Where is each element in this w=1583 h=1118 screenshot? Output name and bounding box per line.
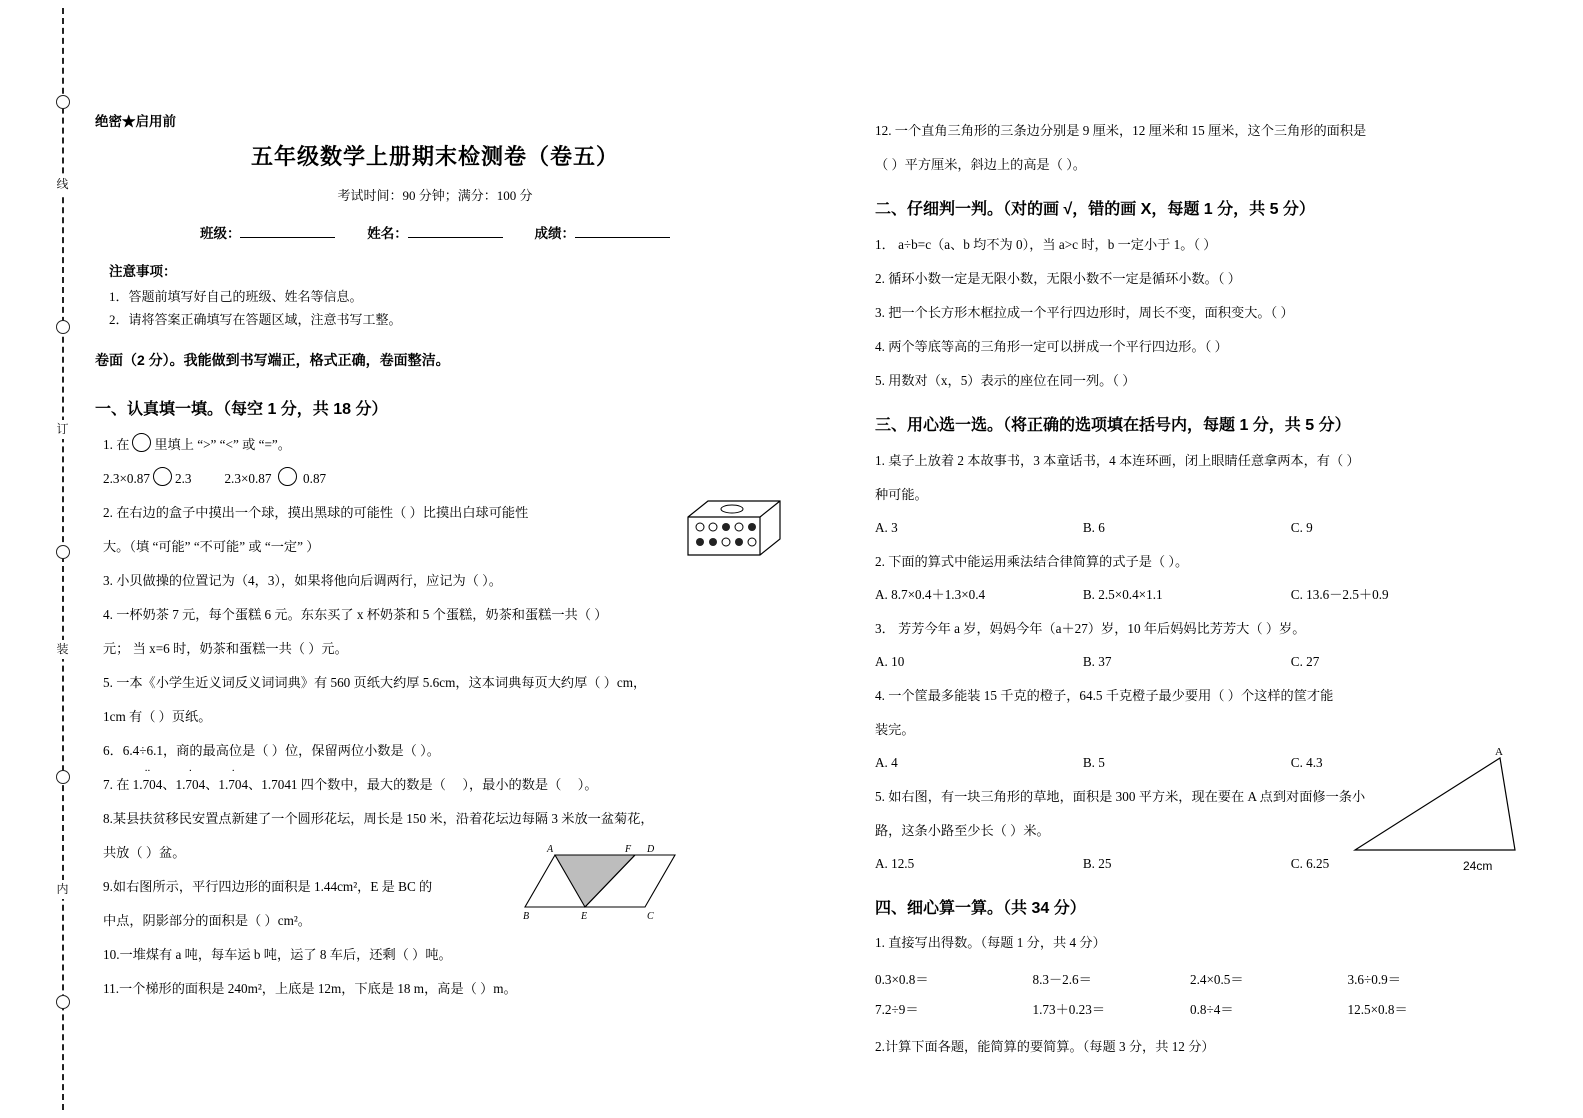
svg-text:A: A — [547, 844, 554, 855]
student-fields — [95, 222, 775, 242]
option-a[interactable]: A. 4 — [875, 755, 898, 770]
dashed-fold-line — [62, 8, 64, 1110]
section-4-sub1: 1. 直接写出得数。（每题 1 分，共 4 分） — [875, 935, 1106, 950]
triangle-grass-figure — [1335, 746, 1525, 880]
field-class: 班级： — [200, 222, 336, 242]
question-1-1-expr: 2.3×0.87 2.3 2.3×0.87 0.87 — [103, 465, 775, 492]
option-a[interactable]: A. 10 — [875, 654, 905, 669]
fold-circle-3 — [56, 545, 70, 559]
field-name: 姓名： — [367, 222, 503, 242]
question-1-12-cont: （ ）平方厘米，斜边上的高是（ ）。 — [875, 157, 1086, 172]
question-3-4: 4. 一个筐最多能装 15 千克的橙子，64.5 千克橙子最少要用（ ）个这样的筐才能 — [875, 688, 1334, 703]
question-2-1: 1． a÷b=c（a、b 均不为 0），当 a>c 时，b 一定小于 1。（ ） — [875, 237, 1217, 252]
question-1-5-cont: 1cm 有（ ）页纸。 — [103, 709, 212, 724]
options-3-2 — [875, 582, 1505, 608]
option-b[interactable]: B. 5 — [1082, 755, 1105, 770]
notice-item: 1．答题前填写好自己的班级、姓名等信息。 — [109, 289, 363, 304]
question-1-10: 10.一堆煤有 a 吨，每车运 b 吨，运了 8 车后，还剩（ ）吨。 — [103, 947, 452, 962]
field-score-blank[interactable] — [575, 223, 670, 238]
svg-text:E: E — [581, 911, 588, 922]
fold-circle-5 — [56, 995, 70, 1009]
question-3-5: 5. 如右图，有一块三角形的草地，面积是 300 平方米，现在要在 A 点到对面修一条小 — [875, 789, 1366, 804]
svg-text:A: A — [1495, 746, 1503, 758]
section-1-heading: 一、认真填一填。（每空 1 分，共 18 分） — [95, 401, 388, 418]
question-1-5: 5. 一本《小学生近义词反义词词典》有 560 页纸大约厚 5.6cm，这本词典每页大约厚（ ）cm， — [103, 675, 647, 690]
question-1-9: 9.如右图所示，平行四边形的面积是 1.44cm²，E 是 BC 的 — [103, 879, 433, 894]
svg-text:C: C — [647, 911, 654, 922]
oral-calc-grid — [875, 965, 1505, 1025]
question-2-4: 4. 两个等底等高的三角形一定可以拼成一个平行四边形。（ ） — [875, 339, 1228, 354]
calc-item: 8.3－2.6＝ — [1032, 972, 1092, 987]
question-1-1: 1. 在 里填上 “>” “<” 或 “=”。 — [103, 431, 775, 458]
question-3-3: 3． 芳芳今年 a 岁，妈妈今年（a＋27）岁，10 年后妈妈比芳芳大（ ）岁。 — [875, 621, 1306, 636]
question-1-12: 12. 一个直角三角形的三条边分别是 9 厘米，12 厘米和 15 厘米，这个三角形的面积是 — [875, 123, 1367, 138]
repeating-decimal-2: . 1.704 — [175, 762, 206, 792]
svg-text:F: F — [625, 844, 632, 855]
svg-text:24cm: 24cm — [1463, 859, 1493, 873]
left-column — [95, 110, 775, 1009]
question-1-6: 6．6.4÷6.1，商的最高位是（ ）位，保留两位小数是（ ）。 — [103, 743, 440, 758]
calc-item: 7.2÷9＝ — [875, 1002, 919, 1017]
circle-blank-icon[interactable] — [132, 433, 151, 452]
binding-label-ding: 订 — [50, 420, 76, 439]
question-3-5-cont: 路，这条小路至少长（ ）米。 — [875, 823, 1050, 838]
section-4-heading: 四、细心算一算。（共 34 分） — [875, 900, 1086, 917]
option-c[interactable]: C. 4.3 — [1290, 755, 1323, 770]
question-3-1-cont: 种可能。 — [875, 487, 928, 502]
question-1-7: 7. 在 .. 1.704、 . 1.704、 . 1.704、1.7041 四个数中，最大的数是（ ），最小的数是（ ）。 — [103, 771, 775, 798]
question-3-4-cont: 装完。 — [875, 722, 915, 737]
page-title: 五年级数学上册期末检测卷（卷五） — [250, 144, 619, 169]
calc-item: 2.4×0.5＝ — [1190, 972, 1244, 987]
option-c[interactable]: C. 9 — [1290, 520, 1313, 535]
option-a[interactable]: A. 8.7×0.4＋1.3×0.4 — [875, 587, 986, 602]
svg-text:D: D — [647, 844, 655, 855]
fold-circle-2 — [56, 320, 70, 334]
question-1-8-cont: 共放（ ）盆。 — [103, 845, 186, 860]
question-2-5: 5. 用数对（x，5）表示的座位在同一列。（ ） — [875, 373, 1136, 388]
repeating-decimal-1: .. 1.704 — [132, 762, 163, 792]
question-1-9-cont: 中点，阴影部分的面积是（ ）cm²。 — [103, 913, 311, 928]
question-3-1: 1. 桌子上放着 2 本故事书，3 本童话书，4 本连环画，闭上眼睛任意拿两本，有（ ） — [875, 453, 1360, 468]
question-1-4-cont: 元； 当 x=6 时，奶茶和蛋糕一共（ ）元。 — [103, 641, 348, 656]
question-1-2-cont: 大。（填 “可能” “不可能” 或 “一定” ） — [103, 539, 320, 554]
right-column — [875, 110, 1505, 1069]
option-c[interactable]: C. 27 — [1290, 654, 1320, 669]
calc-item: 0.3×0.8＝ — [875, 972, 929, 987]
ball-box-figure — [680, 495, 785, 565]
svg-text:B: B — [523, 911, 530, 922]
calc-item: 3.6÷0.9＝ — [1347, 972, 1401, 987]
parallelogram-figure — [525, 845, 715, 925]
question-2-3: 3. 把一个长方形木框拉成一个平行四边形时，周长不变，面积变大。（ ） — [875, 305, 1294, 320]
binding-label-nei: 内 — [50, 880, 76, 899]
section-4-sub2: 2.计算下面各题，能简算的要简算。（每题 3 分，共 12 分） — [875, 1039, 1215, 1054]
circle-blank-icon[interactable] — [153, 467, 172, 486]
notice-item: 2．请将答案正确填写在答题区域，注意书写工整。 — [109, 312, 402, 327]
exam-info: 考试时间：90 分钟；满分：100 分 — [337, 188, 533, 203]
binding-margin — [48, 0, 78, 1118]
option-a[interactable]: A. 12.5 — [875, 856, 915, 871]
question-1-3: 3. 小贝做操的位置记为（4，3），如果将他向后调两行，应记为（ ）。 — [103, 573, 502, 588]
fold-circle-4 — [56, 770, 70, 784]
calc-item: 1.73＋0.23＝ — [1032, 1002, 1106, 1017]
secret-notice: 绝密★启用前 — [95, 114, 176, 129]
option-b[interactable]: B. 2.5×0.4×1.1 — [1082, 587, 1163, 602]
section-3-heading: 三、用心选一选。（将正确的选项填在括号内，每题 1 分，共 5 分） — [875, 417, 1351, 434]
notice-title: 注意事项： — [109, 264, 177, 279]
options-3-1 — [875, 515, 1505, 541]
question-1-4: 4. 一杯奶茶 7 元，每个蛋糕 6 元。东东买了 x 杯奶茶和 5 个蛋糕，奶茶和蛋糕一共（ ） — [103, 607, 608, 622]
cover-score-line: 卷面（2 分）。我能做到书写端正，格式正确，卷面整洁。 — [95, 352, 450, 368]
field-name-blank[interactable] — [408, 223, 503, 238]
section-2-heading: 二、仔细判一判。（对的画 √，错的画 X，每题 1 分，共 5 分） — [875, 201, 1315, 218]
calc-item: 12.5×0.8＝ — [1347, 1002, 1408, 1017]
repeating-decimal-3: . 1.704 — [218, 762, 249, 792]
question-1-11: 11.一个梯形的面积是 240m²，上底是 12m，下底是 18 m，高是（ ）m。 — [103, 981, 517, 996]
circle-blank-icon[interactable] — [278, 467, 297, 486]
binding-label-xian: 线 — [50, 175, 76, 194]
option-a[interactable]: A. 3 — [875, 520, 898, 535]
binding-label-zhuang: 装 — [50, 640, 76, 659]
option-b[interactable]: B. 6 — [1082, 520, 1105, 535]
option-b[interactable]: B. 37 — [1082, 654, 1112, 669]
fold-circle-1 — [56, 95, 70, 109]
calc-item: 0.8÷4＝ — [1190, 1002, 1234, 1017]
option-b[interactable]: B. 25 — [1082, 856, 1112, 871]
question-2-2: 2. 循环小数一定是无限小数，无限小数不一定是循环小数。（ ） — [875, 271, 1241, 286]
option-c[interactable]: C. 13.6－2.5＋0.9 — [1290, 587, 1389, 602]
options-3-3 — [875, 649, 1505, 675]
field-class-blank[interactable] — [240, 223, 335, 238]
question-1-2: 2. 在右边的盒子中摸出一个球，摸出黑球的可能性（ ）比摸出白球可能性 — [103, 505, 529, 520]
field-score: 成绩： — [535, 222, 671, 242]
question-3-2: 2. 下面的算式中能运用乘法结合律简算的式子是（ ）。 — [875, 554, 1189, 569]
question-1-8: 8.某县扶贫移民安置点新建了一个圆形花坛，周长是 150 米，沿着花坛边每隔 3 米放一盆菊花， — [103, 811, 654, 826]
option-c[interactable]: C. 6.25 — [1290, 856, 1330, 871]
